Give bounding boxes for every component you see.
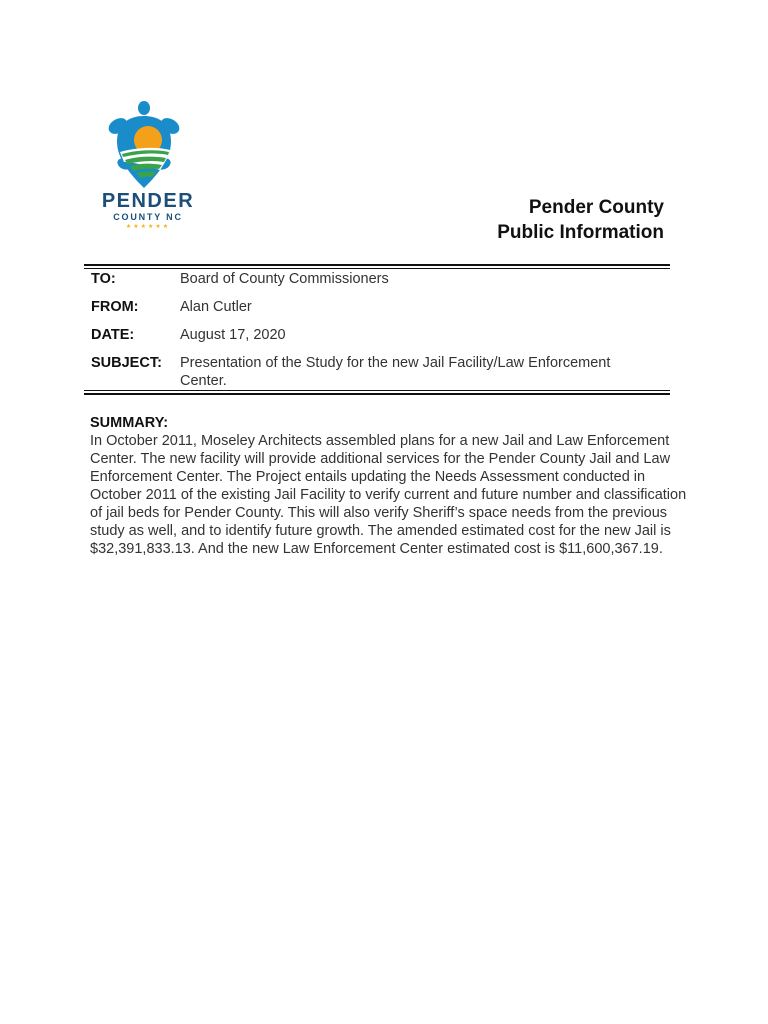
summary-heading: SUMMARY:: [90, 415, 169, 431]
from-value: Alan Cutler: [180, 299, 252, 315]
logo-name: PENDER: [101, 190, 195, 212]
to-label: TO:: [91, 271, 116, 287]
bottom-rule-thin: [84, 390, 670, 391]
header-line-public-information: Public Information: [497, 222, 664, 243]
header-title: [497, 195, 664, 245]
to-value: Board of County Commissioners: [180, 271, 389, 287]
top-rule-thick: [84, 264, 670, 266]
date-label: DATE:: [91, 327, 135, 343]
date-value: August 17, 2020: [180, 327, 286, 343]
pender-county-logo: [92, 100, 204, 236]
header-line-county: Pender County: [528, 197, 664, 218]
logo-stars: ★★★★★★: [125, 223, 171, 230]
top-rule-thin: [84, 268, 670, 269]
bottom-rule-thick: [84, 393, 670, 395]
summary-section: [90, 414, 690, 558]
logo-subtitle: COUNTY NC: [113, 212, 183, 222]
summary-body: In October 2011, Moseley Architects assembled plans for a new Jail and Law Enforcement Center. The new facility will provide additional services for the Pender County Jail and Law Enforcement Center. The Project entails updating the Needs Assessment conducted in October 2011 of the existing Jail Facility to verify current and future number and classification of jail beds for Pender County. This will also verify Sheriff’s space needs from the previous study as well, and to identify future growth. The amended estimated cost for the new Jail is $32,391,833.13. And the new Law Enforcement Center estimated cost is $11,600,367.19.: [90, 433, 687, 557]
subject-label: SUBJECT:: [91, 355, 162, 371]
from-label: FROM:: [91, 299, 139, 315]
subject-value: Presentation of the Study for the new Jail Facility/Law Enforcement Center.: [180, 355, 611, 389]
